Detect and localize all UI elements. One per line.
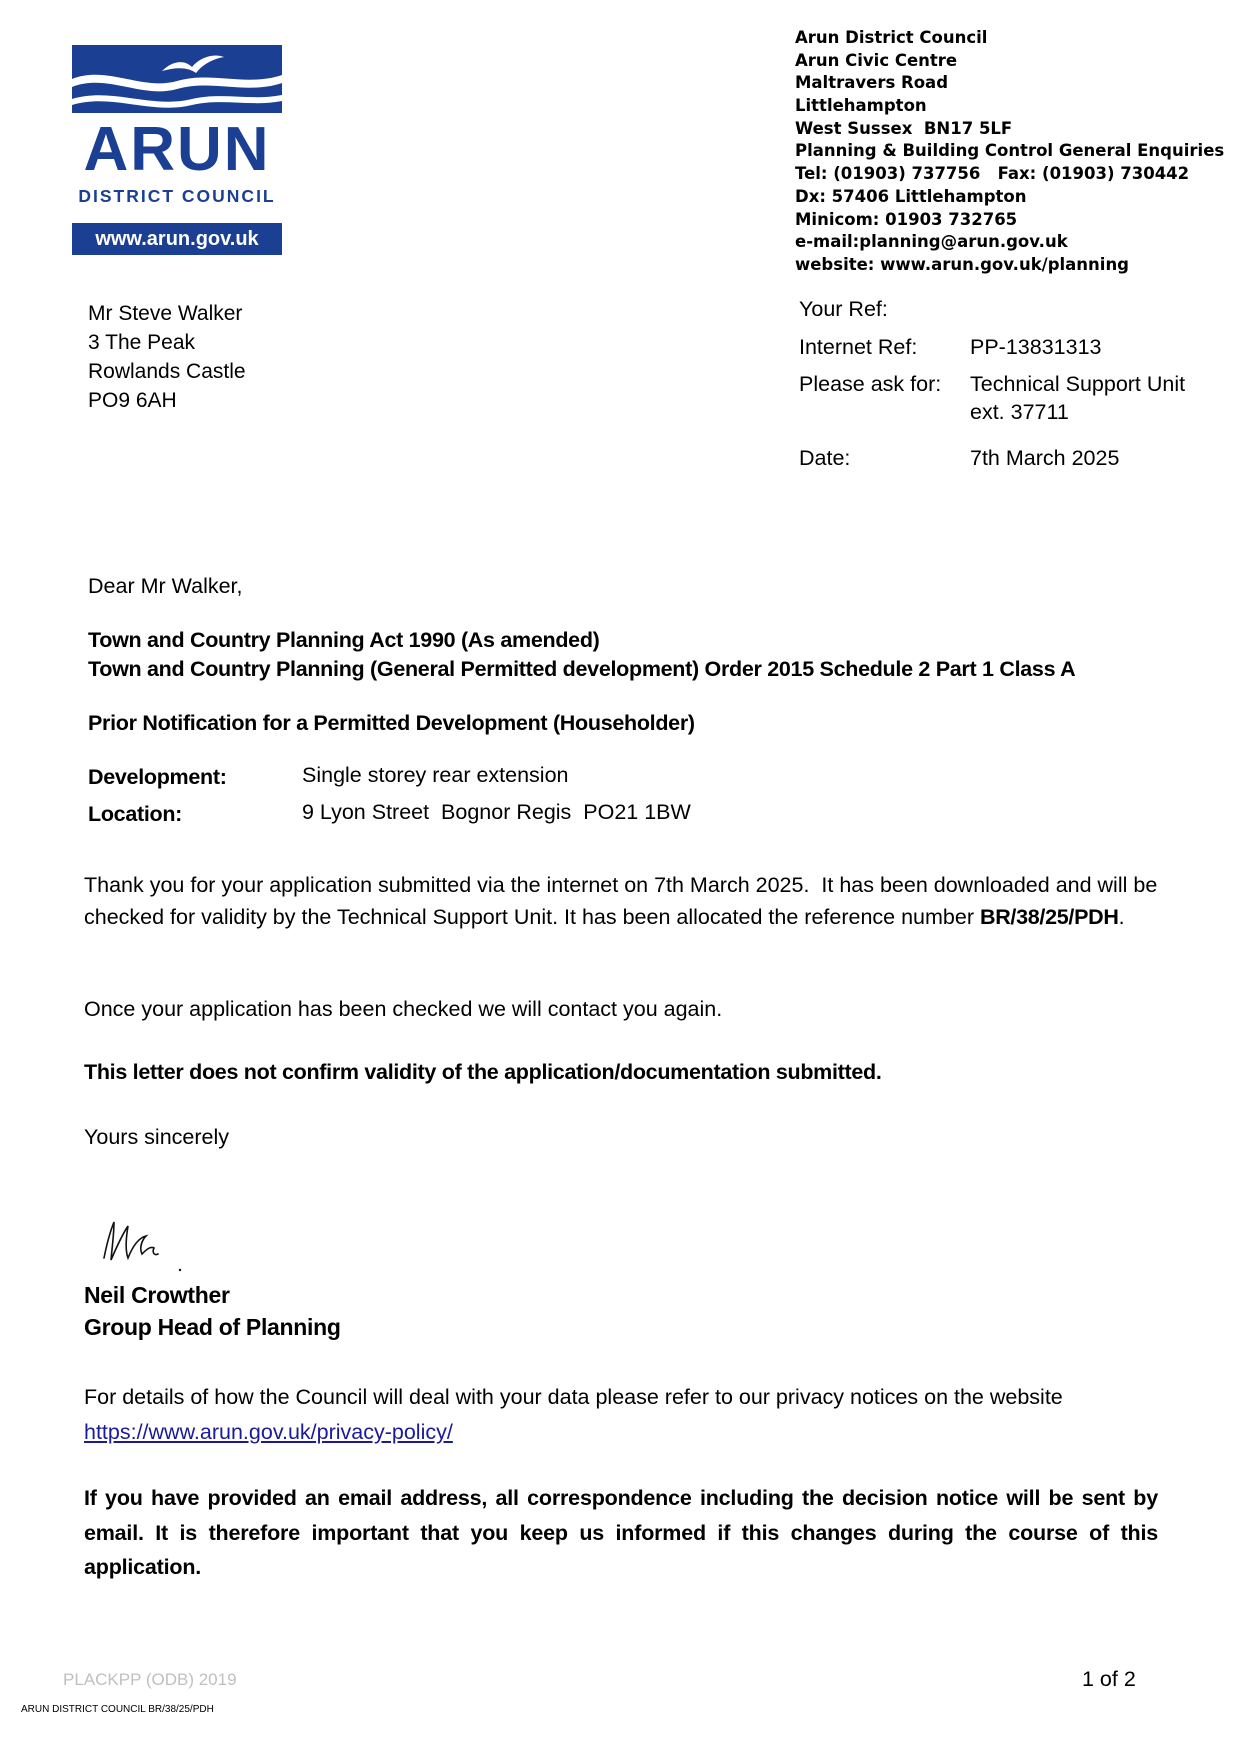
- prior-notification-heading: Prior Notification for a Permitted Development (Householder): [88, 711, 695, 735]
- council-website[interactable]: website: www.arun.gov.uk/planning: [795, 254, 1129, 274]
- council-address-line: Maltravers Road: [795, 73, 949, 93]
- council-address: [795, 27, 1224, 277]
- recipient-name: Mr Steve Walker: [88, 302, 243, 325]
- date-value: 7th March 2025: [970, 446, 1120, 470]
- your-ref-label: Your Ref:: [799, 297, 888, 321]
- thanks-text: Thank you for your application submitted via the internet on 7th March 2025. It has been downloaded and will be checked for validity by the Technical Support Unit. It has been allocated the reference number: [84, 873, 1164, 929]
- ask-for-label: Please ask for:: [799, 372, 942, 396]
- council-address-line: Minicom: 01903 732765: [795, 209, 1018, 229]
- privacy-paragraph: [84, 1380, 1063, 1450]
- signatory-title: Group Head of Planning: [84, 1313, 341, 1340]
- logo-wordmark: ARUN: [83, 115, 271, 184]
- form-code: PLACKPP (ODB) 2019: [63, 1670, 237, 1689]
- act-heading-1: Town and Country Planning Act 1990 (As amended): [88, 628, 600, 652]
- council-address-line: Planning & Building Control General Enquiries: [795, 141, 1225, 161]
- validity-notice: This letter does not confirm validity of the application/documentation submitted.: [84, 1060, 882, 1084]
- date-label: Date:: [799, 446, 851, 470]
- council-address-line: Arun Civic Centre: [795, 50, 958, 70]
- seagull-waves-icon: [72, 45, 282, 113]
- signatory-name: Neil Crowther: [84, 1282, 230, 1308]
- thanks-paragraph: Thank you for your application submitted via the internet on 7th March 2025. It has been downloaded and will be checked for validity by the Technical Support Unit. It has been allocated the reference number BR/38/25/PDH.: [84, 873, 1164, 929]
- location-label: Location:: [88, 802, 183, 826]
- closing: Yours sincerely: [84, 1125, 229, 1149]
- arun-logo: [72, 45, 282, 255]
- ask-for-value: Technical Support Unit: [970, 372, 1186, 396]
- development-value: Single storey rear extension: [302, 763, 569, 787]
- recipient-line: Rowlands Castle: [88, 360, 246, 383]
- salutation: Dear Mr Walker,: [88, 574, 243, 598]
- recipient-line: 3 The Peak: [88, 331, 196, 354]
- act-heading-2: Town and Country Planning (General Permitted development) Order 2015 Schedule 2 Part 1 Class A: [88, 657, 1076, 681]
- footer-reference: ARUN DISTRICT COUNCIL BR/38/25/PDH: [21, 1704, 214, 1715]
- council-address-line: West Sussex BN17 5LF: [795, 118, 1013, 138]
- recipient-address: [88, 299, 246, 415]
- page-number: 1 of 2: [1082, 1667, 1136, 1691]
- recipient-postcode: PO9 6AH: [88, 389, 177, 412]
- handwritten-signature: [84, 1208, 194, 1278]
- once-paragraph: Once your application has been checked we will contact you again.: [84, 997, 723, 1021]
- ask-for-ext: ext. 37711: [970, 400, 1069, 424]
- signatory: [84, 1280, 341, 1343]
- council-address-line: Tel: (01903) 737756 Fax: (01903) 730442: [795, 164, 1190, 184]
- development-label: Development:: [88, 765, 227, 789]
- privacy-policy-link[interactable]: https://www.arun.gov.uk/privacy-policy/: [84, 1420, 453, 1444]
- location-value: 9 Lyon Street Bognor Regis PO21 1BW: [302, 800, 691, 824]
- council-address-line: Dx: 57406 Littlehampton: [795, 186, 1027, 206]
- privacy-text: For details of how the Council will deal with your data please refer to our privacy notices on the website: [84, 1385, 1063, 1409]
- internet-ref-value: PP-13831313: [970, 335, 1102, 359]
- internet-ref-label: Internet Ref:: [799, 335, 918, 359]
- council-email[interactable]: e-mail:planning@arun.gov.uk: [795, 232, 1068, 252]
- logo-subtitle: DISTRICT COUNCIL: [78, 186, 276, 206]
- email-notice: If you have provided an email address, all correspondence including the decision notice will be sent by email. It is therefore important that you keep us informed if this changes during the course of this application.: [84, 1486, 1158, 1579]
- reference-number: BR/38/25/PDH: [979, 904, 1119, 929]
- council-address-line: Littlehampton: [795, 96, 927, 116]
- logo-url[interactable]: www.arun.gov.uk: [72, 223, 282, 255]
- council-address-line: Arun District Council: [795, 28, 988, 47]
